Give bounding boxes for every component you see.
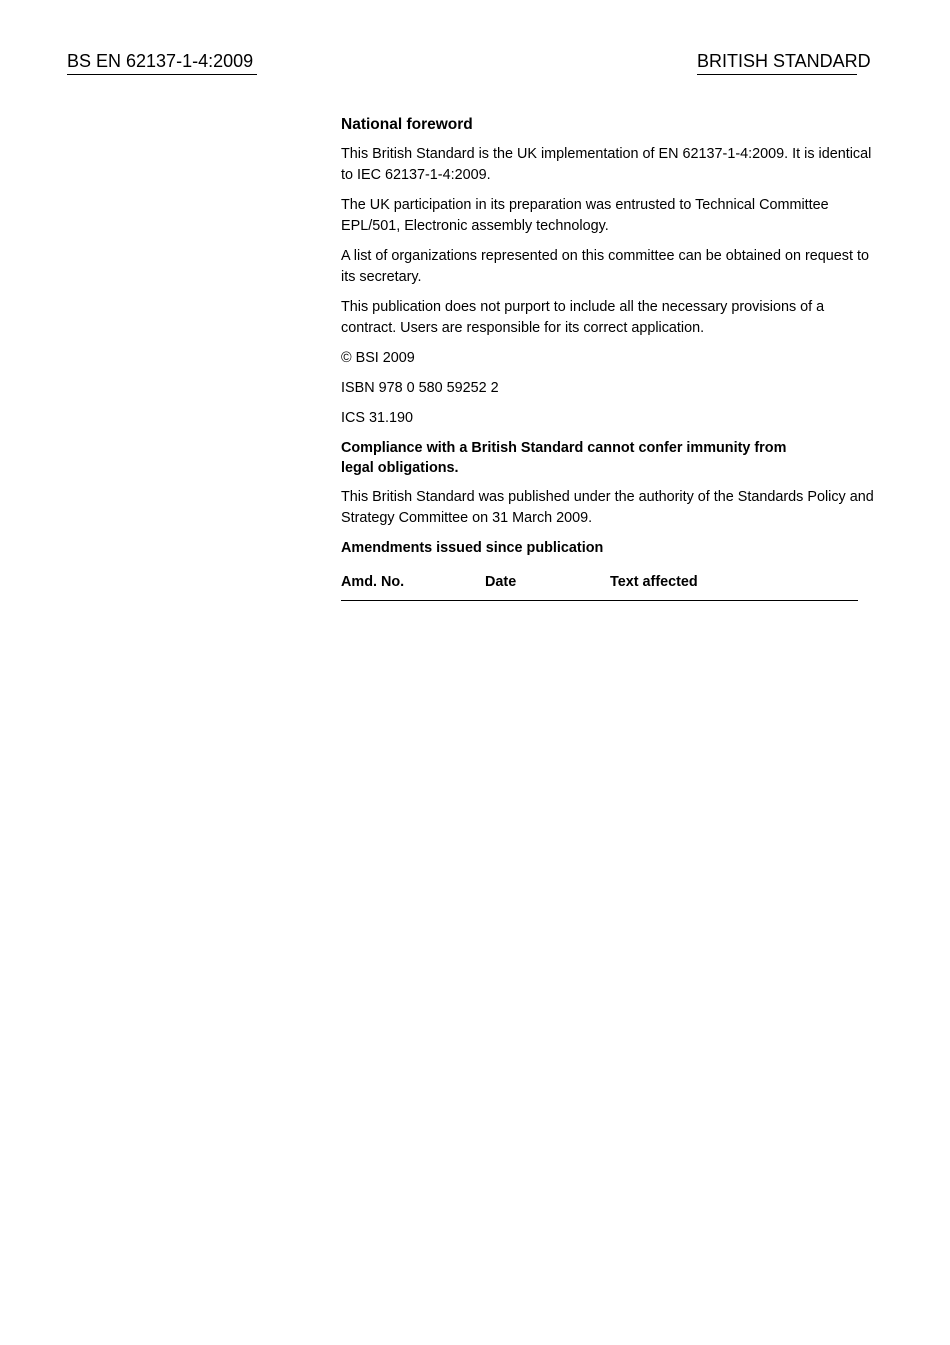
document-type: BRITISH STANDARD bbox=[697, 50, 857, 75]
ics-code: ICS 31.190 bbox=[341, 410, 414, 426]
document-id: BS EN 62137-1-4:2009 bbox=[67, 50, 257, 75]
national-foreword bbox=[341, 114, 881, 601]
compliance-line-2: legal obligations. bbox=[341, 460, 459, 476]
isbn: ISBN 978 0 580 59252 2 bbox=[341, 380, 499, 396]
amendments-column-date: Date bbox=[485, 574, 517, 590]
foreword-paragraph-1: This British Standard is the UK implementation of EN 62137-1-4:2009. It is identical to IEC 62137-1-4:2009. bbox=[341, 146, 872, 183]
foreword-paragraph-4: This publication does not purport to include all the necessary provisions of a contract. Users are responsible for its correct application. bbox=[341, 299, 825, 336]
foreword-title: National foreword bbox=[341, 116, 473, 133]
foreword-paragraph-3: A list of organizations represented on this committee can be obtained on request to its secretary. bbox=[341, 248, 869, 285]
compliance-statement bbox=[341, 438, 881, 478]
copyright-notice: © BSI 2009 bbox=[341, 350, 415, 366]
compliance-line-1: Compliance with a British Standard cannot confer immunity from bbox=[341, 440, 787, 456]
amendments-table-header bbox=[341, 572, 858, 601]
amendments-heading: Amendments issued since publication bbox=[341, 540, 604, 556]
amendments-column-text: Text affected bbox=[610, 574, 698, 590]
authority-statement: This British Standard was published under the authority of the Standards Policy and Strategy Committee on 31 March 2009. bbox=[341, 489, 874, 526]
amendments-column-number: Amd. No. bbox=[341, 574, 405, 590]
foreword-paragraph-2: The UK participation in its preparation was entrusted to Technical Committee EPL/501, Electronic assembly technology. bbox=[341, 197, 829, 234]
